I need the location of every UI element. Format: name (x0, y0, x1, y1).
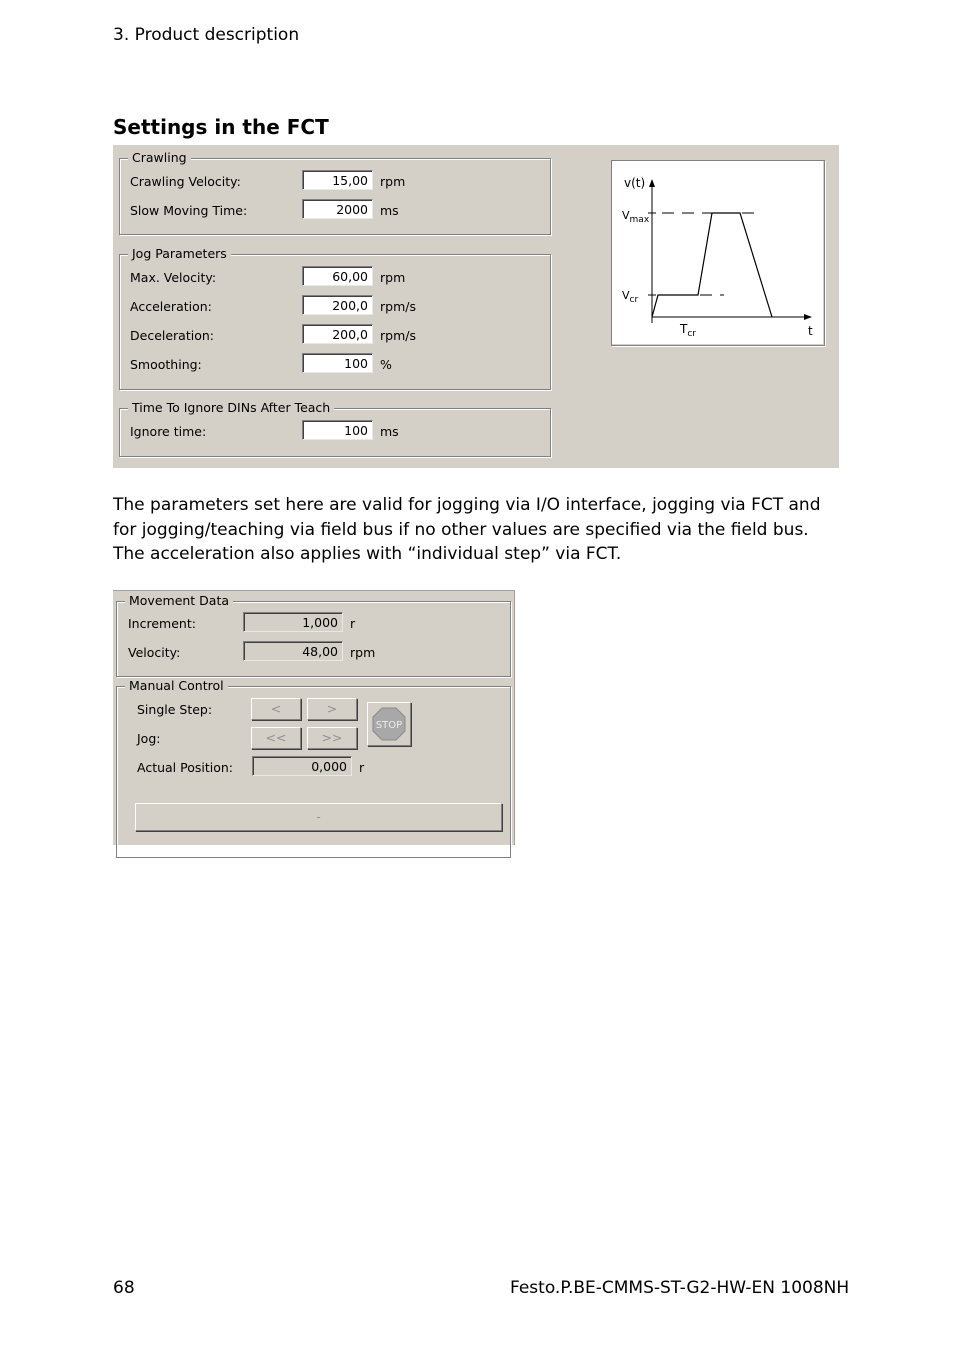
jog-parameters-legend: Jog Parameters (128, 246, 231, 261)
slow-moving-time-unit: ms (380, 203, 399, 218)
velocity-field: 48,00 (243, 641, 343, 661)
deceleration-unit: rpm/s (380, 328, 416, 343)
manual-control-legend: Manual Control (125, 678, 228, 693)
y-axis-label: v(t) (624, 176, 646, 190)
acceleration-field[interactable]: 200,0 (302, 295, 373, 315)
velocity-profile-curve (652, 213, 772, 317)
y-axis-arrow (649, 179, 655, 187)
crawling-velocity-field[interactable]: 15,00 (302, 170, 373, 190)
crawling-legend: Crawling (128, 150, 191, 165)
crawling-velocity-label: Crawling Velocity: (130, 174, 241, 189)
movement-data-group (116, 593, 511, 677)
stop-sign-icon (369, 704, 409, 744)
actual-position-field: 0,000 (252, 756, 352, 776)
document-id: Festo.P.BE-CMMS-ST-G2-HW-EN 1008NH (510, 1278, 850, 1298)
velocity-unit: rpm (350, 645, 376, 660)
stop-text: STOP (375, 720, 403, 731)
ignore-time-unit: ms (380, 424, 399, 439)
running-header: 3. Product description (113, 25, 300, 45)
page-number: 68 (113, 1278, 135, 1298)
velocity-profile-diagram (611, 160, 825, 346)
ignore-dins-group (119, 400, 551, 457)
smoothing-label: Smoothing: (130, 357, 202, 372)
single-step-label: Single Step: (137, 702, 213, 717)
max-velocity-unit: rpm (380, 270, 406, 285)
body-paragraph: The parameters set here are valid for jogging via I/O interface, jogging via FCT and for jogging/teaching via field bus if no other values are specified via the field bus. The acceleration also applies with “individual step” via FCT. (113, 495, 821, 564)
ignore-time-field[interactable]: 100 (302, 420, 373, 440)
actual-position-label: Actual Position: (137, 760, 234, 775)
x-axis-label: t (808, 324, 813, 338)
single-step-forward-button[interactable]: > (307, 698, 357, 720)
single-step-back-button[interactable]: < (251, 698, 301, 720)
crawling-group (119, 150, 551, 235)
fct-manual-control-panel (113, 590, 515, 845)
acceleration-label: Acceleration: (130, 299, 212, 314)
max-velocity-label: Max. Velocity: (130, 270, 217, 285)
crawling-velocity-unit: rpm (380, 174, 406, 189)
manual-action-button[interactable]: - (135, 803, 502, 831)
jog-label: Jog: (137, 731, 161, 746)
smoothing-unit: % (380, 357, 392, 372)
fct-settings-panel (113, 145, 839, 468)
velocity-label: Velocity: (128, 645, 181, 660)
ignore-dins-legend: Time To Ignore DINs After Teach (128, 400, 334, 415)
jog-parameters-group (119, 246, 551, 390)
deceleration-field[interactable]: 200,0 (302, 324, 373, 344)
tcr-label: $T_{cr}$ (680, 322, 696, 339)
x-axis-arrow (804, 314, 812, 320)
jog-back-button[interactable]: << (251, 727, 301, 749)
increment-label: Increment: (128, 616, 196, 631)
slow-moving-time-label: Slow Moving Time: (130, 203, 248, 218)
increment-field: 1,000 (243, 612, 343, 632)
vmax-label: $V_{max}$ (622, 209, 650, 225)
velocity-profile-svg (612, 161, 824, 345)
smoothing-field[interactable]: 100 (302, 353, 373, 373)
increment-unit: r (350, 616, 356, 631)
section-title: Settings in the FCT (113, 115, 329, 139)
manual-control-group (116, 678, 511, 858)
acceleration-unit: rpm/s (380, 299, 416, 314)
movement-data-legend: Movement Data (125, 593, 233, 608)
actual-position-unit: r (359, 760, 365, 775)
ignore-time-label: Ignore time: (130, 424, 207, 439)
vcr-label: $V_{cr}$ (622, 289, 639, 305)
stop-button[interactable] (367, 702, 411, 746)
max-velocity-field[interactable]: 60,00 (302, 266, 373, 286)
deceleration-label: Deceleration: (130, 328, 214, 343)
jog-forward-button[interactable]: >> (307, 727, 357, 749)
slow-moving-time-field[interactable]: 2000 (302, 199, 373, 219)
